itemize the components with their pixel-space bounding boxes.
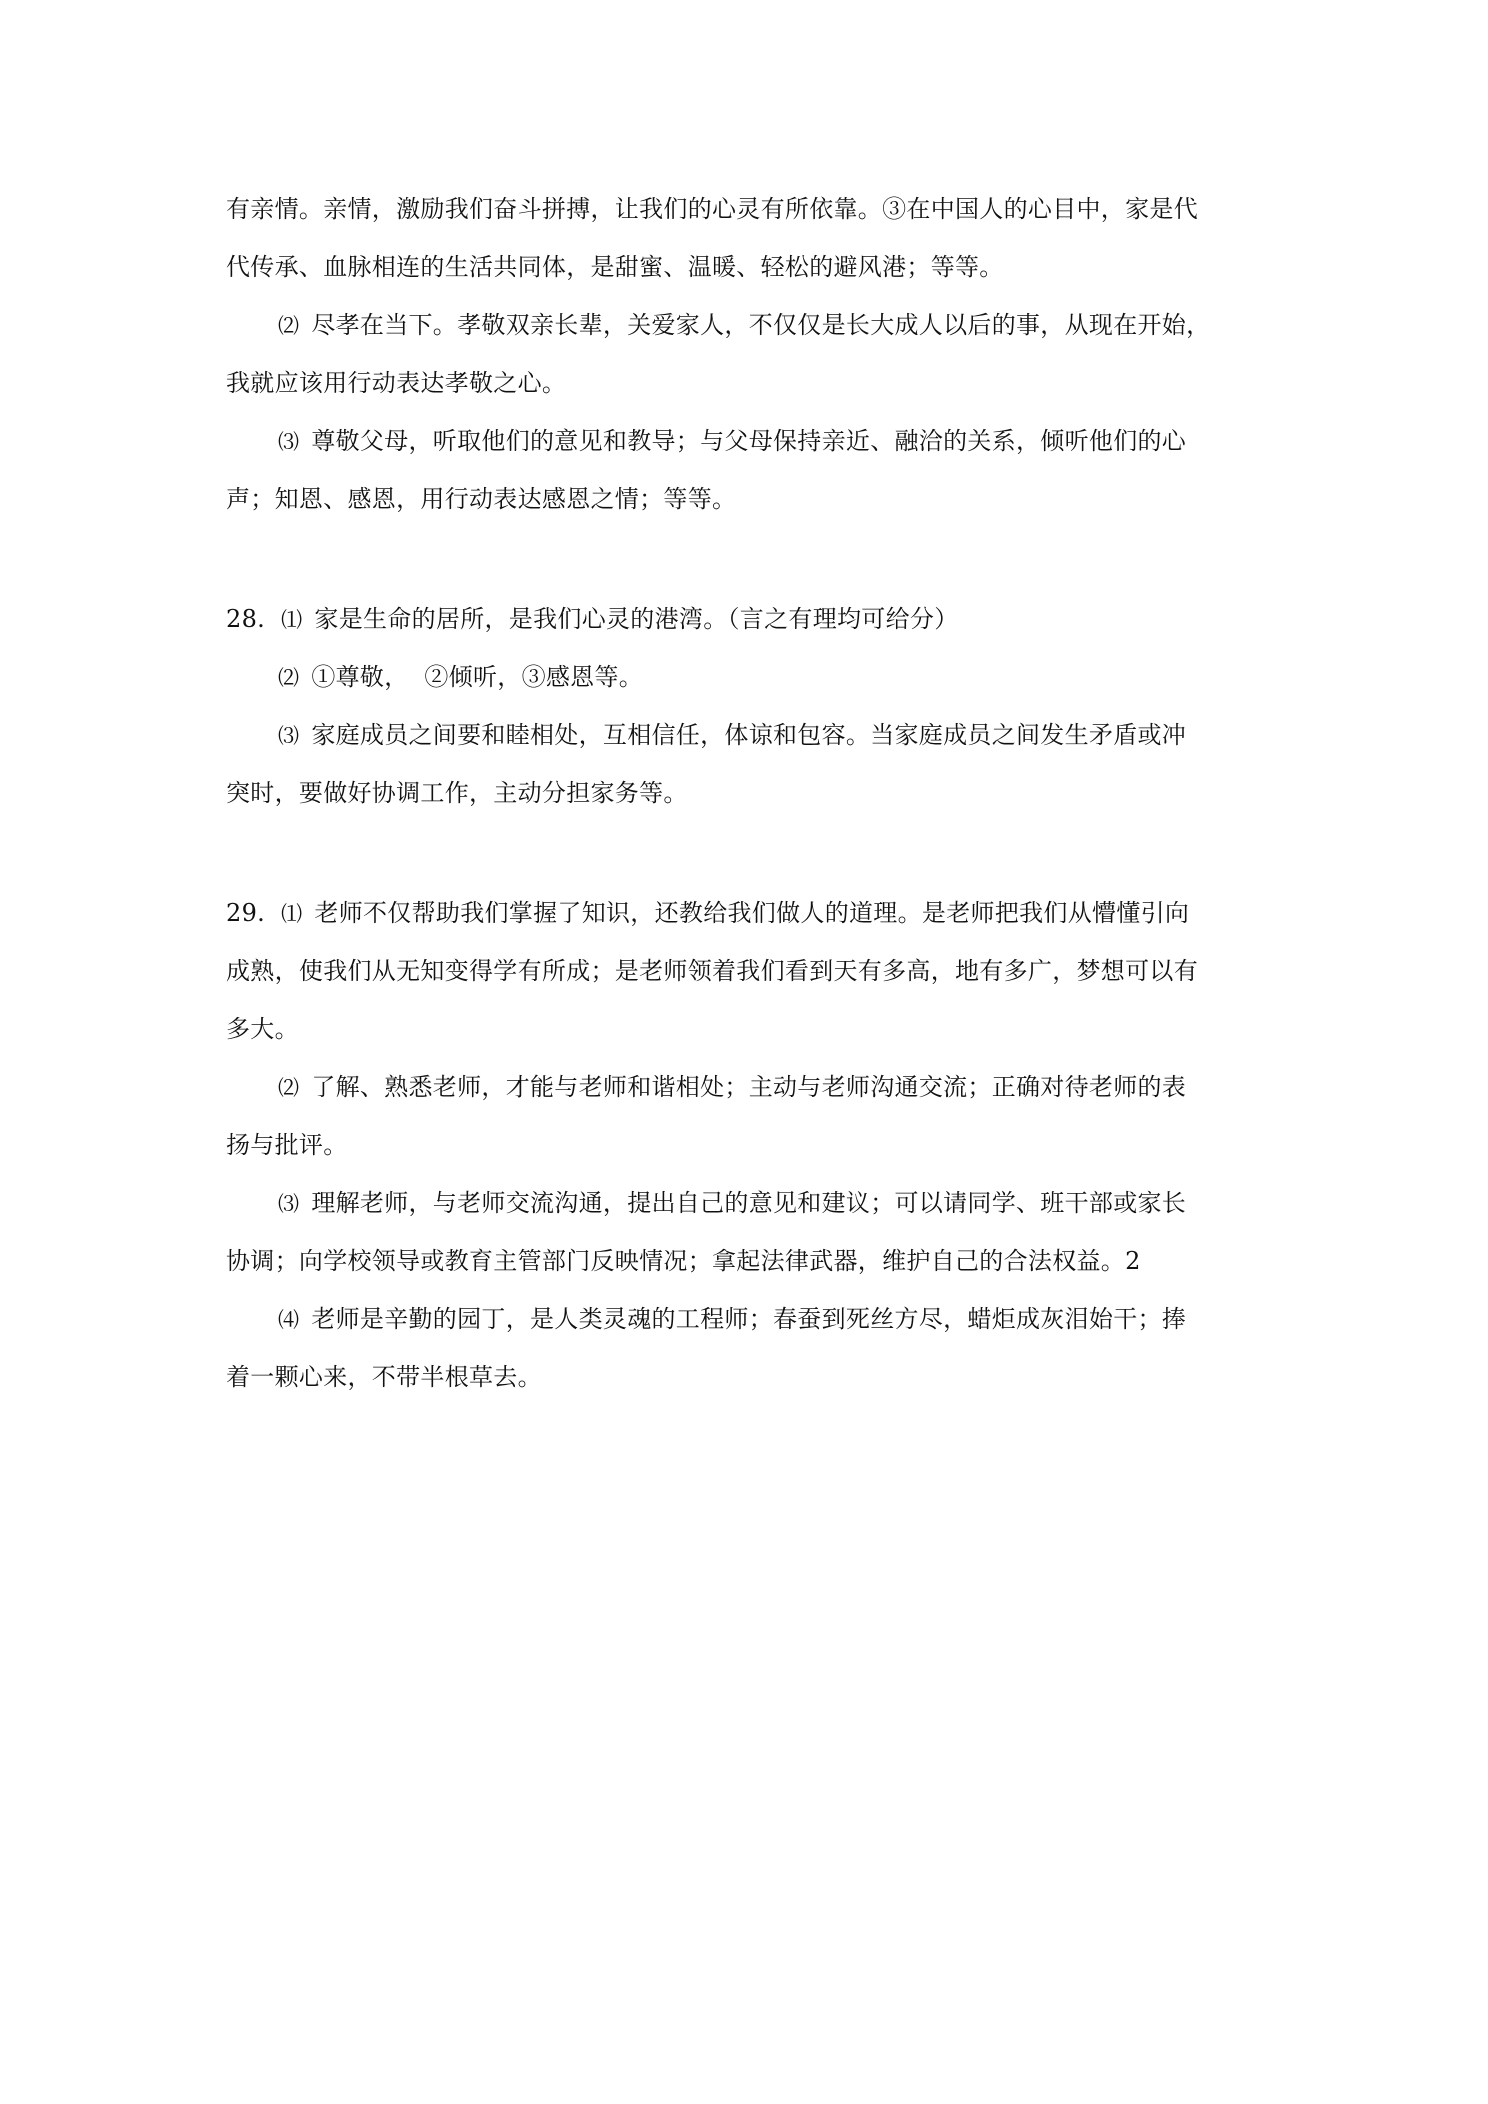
item-marker: ⑶ [278,724,300,748]
line-text: 我就应该用行动表达孝敬之心。 [226,369,567,397]
question-28-item-2 [278,661,643,694]
line-text: 着一颗心来，不带半根草去。 [226,1363,542,1391]
item-marker: ⑵ [278,314,300,338]
line-text: 声；知恩、感恩，用行动表达感恩之情；等等。 [226,485,737,513]
question-29-item-2-line-1 [278,1071,1186,1104]
item-marker: ⑴ [281,608,303,632]
question-29-item-4-line-1 [278,1303,1186,1336]
question-28-item-3-line-1 [278,719,1186,752]
item-marker: ⑷ [278,1308,300,1332]
line-text: 有亲情。亲情，激励我们奋斗拼搏，让我们的心灵有所依靠。③在中国人的心目中，家是代 [226,195,1198,223]
item-marker: ⑵ [278,666,300,690]
line-text: 家是生命的居所，是我们心灵的港湾。（言之有理均可给分） [314,605,959,633]
item-marker: ⑶ [278,1192,300,1216]
line-text: 了解、熟悉老师，才能与老师和谐相处；主动与老师沟通交流；正确对待老师的表 [311,1073,1187,1101]
line-text: 突时，要做好协调工作，主动分担家务等。 [226,779,688,807]
question-29-line-2 [226,955,1198,987]
question-28-item-3-line-2 [226,777,688,809]
line-text: 协调；向学校领导或教育主管部门反映情况；拿起法律武器，维护自己的合法权益。2 [226,1247,1141,1275]
item-marker: ⑴ [281,902,303,926]
question-number: 28. [226,605,266,633]
question-29-item-2-line-2 [226,1129,348,1161]
question-29-line-1 [226,897,1189,930]
line-text: 老师是辛勤的园丁，是人类灵魂的工程师；春蚕到死丝方尽，蜡炬成灰泪始干；捧 [311,1305,1187,1333]
item-marker: ⑶ [278,430,300,454]
item-2-line-1 [278,309,1210,342]
line-text: 尽孝在当下。孝敬双亲长辈，关爱家人，不仅仅是长大成人以后的事，从现在开始， [311,311,1211,339]
item-3-line-2 [226,483,736,515]
question-29-line-3 [226,1013,299,1045]
line-text: 家庭成员之间要和睦相处，互相信任，体谅和包容。当家庭成员之间发生矛盾或冲 [311,721,1187,749]
text-line-2 [226,251,1004,283]
line-text: 扬与批评。 [226,1131,348,1159]
line-text: ①尊敬， ②倾听，③感恩等。 [311,663,644,691]
item-2-line-2 [226,367,566,399]
line-text: 成熟，使我们从无知变得学有所成；是老师领着我们看到天有多高，地有多广，梦想可以有 [226,957,1198,985]
line-text: 代传承、血脉相连的生活共同体，是甜蜜、温暖、轻松的避风港；等等。 [226,253,1004,281]
question-29-item-3-line-1 [278,1187,1186,1220]
item-3-line-1 [278,425,1186,458]
question-29-item-4-line-2 [226,1361,542,1393]
line-text: 老师不仅帮助我们掌握了知识，还教给我们做人的道理。是老师把我们从懵懂引向 [314,899,1190,927]
line-text: 尊敬父母，听取他们的意见和教导；与父母保持亲近、融洽的关系，倾听他们的心 [311,427,1187,455]
line-text: 多大。 [226,1015,299,1043]
item-marker: ⑵ [278,1076,300,1100]
text-line-1 [226,193,1198,225]
question-29-item-3-line-2 [226,1245,1141,1277]
line-text: 理解老师，与老师交流沟通，提出自己的意见和建议；可以请同学、班干部或家长 [311,1189,1187,1217]
question-28-line-1 [226,603,959,636]
question-number: 29. [226,899,266,927]
